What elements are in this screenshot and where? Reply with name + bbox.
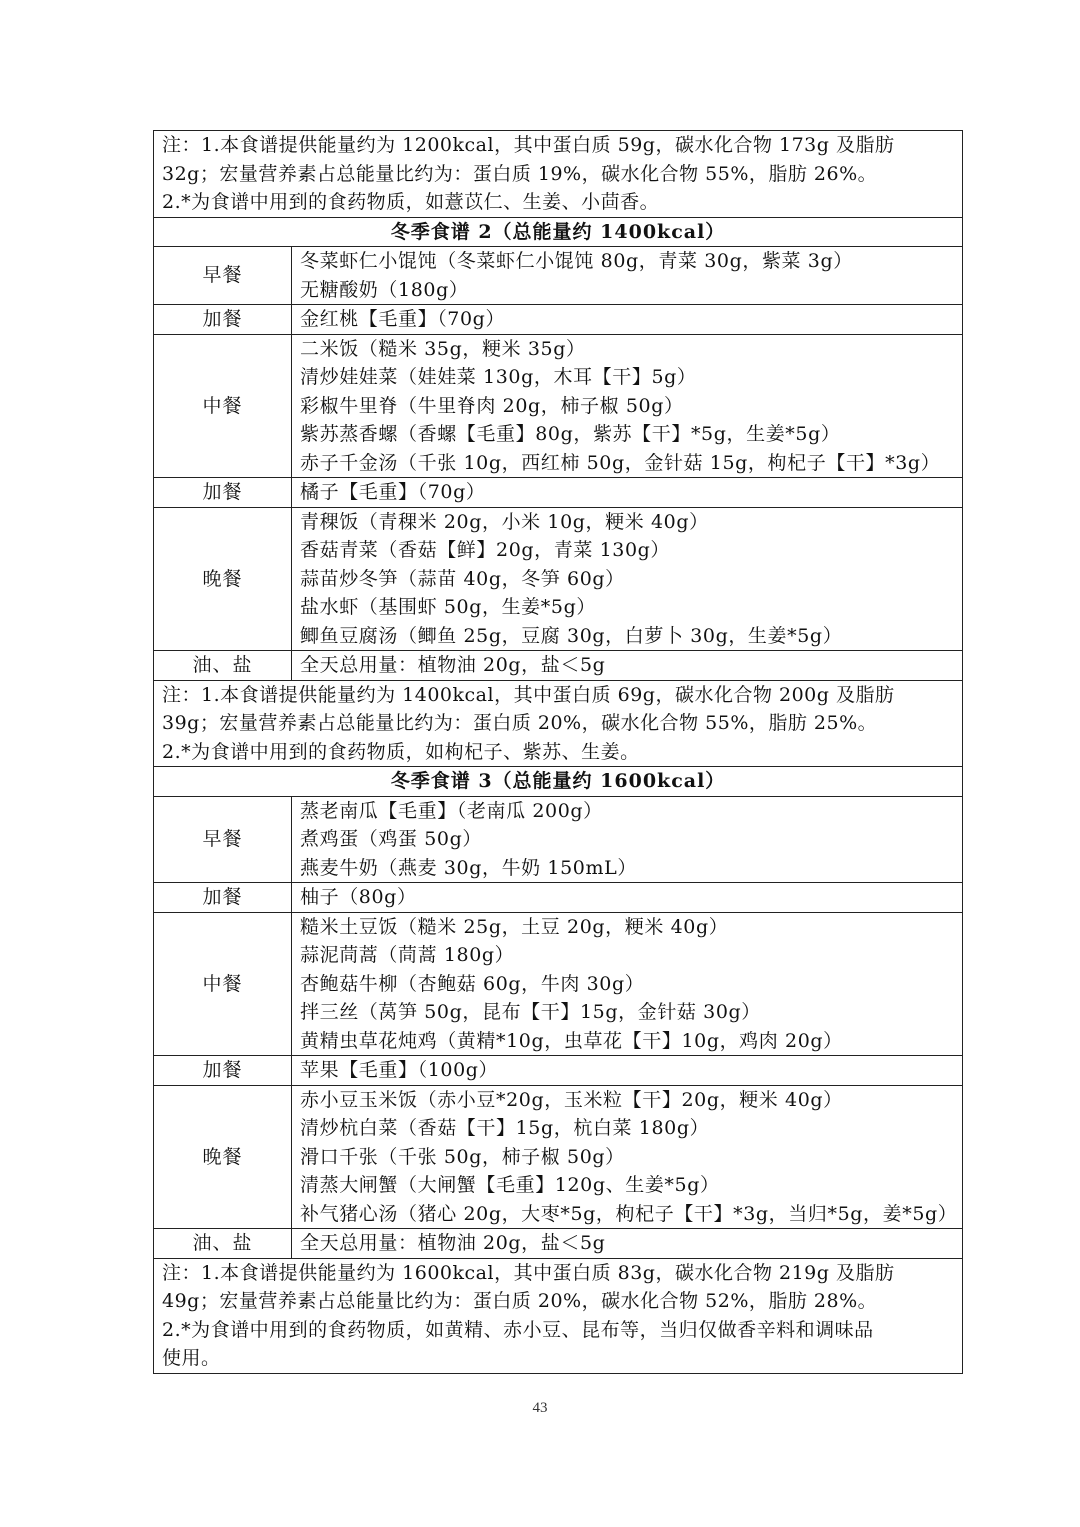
note-row	[154, 1258, 963, 1373]
meal-row	[154, 651, 963, 681]
meal-row	[154, 478, 963, 508]
recipe3-title: 冬季食谱 3（总能量约 1600kcal）	[154, 767, 963, 797]
note-line: 39g；宏量营养素占总能量比约为：蛋白质 20%，碳水化合物 55%，脂肪 25%。	[162, 712, 878, 734]
meal-row	[154, 796, 963, 883]
dish-line: 赤子千金汤（千张 10g，西红柿 50g，金针菇 15g，枸杞子【干】*3g）	[300, 451, 941, 474]
meal-items	[292, 912, 963, 1056]
note-line: 注：1.本食谱提供能量约为 1600kcal，其中蛋白质 83g，碳水化合物 219g 及脂肪	[162, 1261, 895, 1284]
meal-label: 加餐	[154, 478, 292, 508]
dish-line: 煮鸡蛋（鸡蛋 50g）	[300, 828, 482, 850]
dish-line: 无糖酸奶（180g）	[300, 278, 469, 301]
dish-line: 二米饭（糙米 35g，粳米 35g）	[300, 337, 586, 360]
meal-items	[292, 247, 963, 305]
page-number: 43	[532, 1400, 548, 1416]
meal-row	[154, 1229, 963, 1259]
note-line: 使用。	[162, 1347, 221, 1369]
note-line: 注：1.本食谱提供能量约为 1400kcal，其中蛋白质 69g，碳水化合物 200g 及脂肪	[162, 683, 895, 706]
dish-line: 燕麦牛奶（燕麦 30g，牛奶 150mL）	[300, 856, 637, 879]
dish-line: 蒸老南瓜【毛重】（老南瓜 200g）	[300, 799, 603, 822]
recipe1-note	[154, 131, 963, 218]
note-line: 32g；宏量营养素占总能量比约为：蛋白质 19%，碳水化合物 55%，脂肪 26%。	[162, 162, 878, 185]
dish-line: 赤小豆玉米饭（赤小豆*20g，玉米粒【干】20g，粳米 40g）	[300, 1088, 843, 1111]
meal-items	[292, 305, 963, 335]
recipe3-note	[154, 1258, 963, 1373]
dish-line: 香菇青菜（香菇【鲜】20g，青菜 130g）	[300, 539, 671, 561]
dish-line: 橘子【毛重】（70g）	[300, 481, 486, 503]
dish-line: 糙米土豆饭（糙米 25g，土豆 20g，粳米 40g）	[300, 915, 729, 938]
meal-items	[292, 796, 963, 883]
meal-label: 晚餐	[154, 1085, 292, 1229]
dish-line: 柚子（80g）	[300, 886, 417, 908]
note-line: 2.*为食谱中用到的食药物质，如薏苡仁、生姜、小茴香。	[162, 191, 660, 213]
dish-line: 蒜泥茼蒿（茼蒿 180g）	[300, 944, 515, 966]
meal-items	[292, 478, 963, 508]
note-row	[154, 131, 963, 218]
dish-line: 盐水虾（基围虾 50g，生姜*5g）	[300, 596, 596, 618]
dish-line: 清炒杭白菜（香菇【干】15g，杭白菜 180g）	[300, 1117, 710, 1139]
meal-items	[292, 651, 963, 681]
meal-items	[292, 507, 963, 651]
meal-row	[154, 305, 963, 335]
meal-row	[154, 1085, 963, 1229]
meal-label: 早餐	[154, 796, 292, 883]
note-line: 2.*为食谱中用到的食药物质，如枸杞子、紫苏、生姜。	[162, 740, 640, 763]
meal-items	[292, 334, 963, 478]
dish-line: 全天总用量：植物油 20g，盐＜5g	[300, 1232, 606, 1254]
meal-row	[154, 883, 963, 913]
dish-line: 滑口千张（千张 50g，柿子椒 50g）	[300, 1145, 625, 1168]
note-line: 注：1.本食谱提供能量约为 1200kcal，其中蛋白质 59g，碳水化合物 173g 及脂肪	[162, 134, 895, 156]
dish-line: 清蒸大闸蟹（大闸蟹【毛重】120g、生姜*5g）	[300, 1174, 720, 1196]
meal-label: 油、盐	[154, 651, 292, 681]
dish-line: 杏鲍菇牛柳（杏鲍菇 60g，牛肉 30g）	[300, 972, 645, 995]
meal-label: 加餐	[154, 1056, 292, 1086]
dish-line: 拌三丝（莴笋 50g，昆布【干】15g，金针菇 30g）	[300, 1001, 761, 1023]
meal-label: 中餐	[154, 334, 292, 478]
dish-line: 彩椒牛里脊（牛里脊肉 20g，柿子椒 50g）	[300, 394, 684, 417]
meal-label: 油、盐	[154, 1229, 292, 1259]
dish-line: 清炒娃娃菜（娃娃菜 130g，木耳【干】5g）	[300, 366, 697, 388]
dish-line: 金红桃【毛重】（70g）	[300, 308, 506, 330]
dish-line: 青稞饭（青稞米 20g，小米 10g，粳米 40g）	[300, 510, 709, 533]
dish-line: 补气猪心汤（猪心 20g，大枣*5g，枸杞子【干】*3g，当归*5g，姜*5g）	[300, 1202, 958, 1225]
meal-row	[154, 247, 963, 305]
recipe2-title: 冬季食谱 2（总能量约 1400kcal）	[154, 217, 963, 247]
meal-label: 早餐	[154, 247, 292, 305]
meal-row	[154, 1056, 963, 1086]
meal-row	[154, 912, 963, 1056]
dish-line: 全天总用量：植物油 20g，盐＜5g	[300, 654, 606, 676]
dish-line: 黄精虫草花炖鸡（黄精*10g，虫草花【干】10g，鸡肉 20g）	[300, 1029, 843, 1052]
recipe2-note	[154, 680, 963, 767]
recipe-heading-row	[154, 767, 963, 797]
meal-items	[292, 883, 963, 913]
meal-items	[292, 1056, 963, 1086]
recipe-heading-row	[154, 217, 963, 247]
meal-label: 加餐	[154, 305, 292, 335]
note-row	[154, 680, 963, 767]
note-line: 49g；宏量营养素占总能量比约为：蛋白质 20%，碳水化合物 52%，脂肪 28%。	[162, 1290, 878, 1312]
dish-line: 蒜苗炒冬笋（蒜苗 40g，冬笋 60g）	[300, 567, 625, 590]
meal-items	[292, 1229, 963, 1259]
meal-label: 加餐	[154, 883, 292, 913]
dish-line: 紫苏蒸香螺（香螺【毛重】80g，紫苏【干】*5g，生姜*5g）	[300, 423, 841, 445]
dish-line: 苹果【毛重】（100g）	[300, 1059, 499, 1081]
meal-label: 中餐	[154, 912, 292, 1056]
meal-row	[154, 334, 963, 478]
note-line: 2.*为食谱中用到的食药物质，如黄精、赤小豆、昆布等，当归仅做香辛料和调味品	[162, 1318, 874, 1341]
meal-row	[154, 507, 963, 651]
meal-label: 晚餐	[154, 507, 292, 651]
dish-line: 鲫鱼豆腐汤（鲫鱼 25g，豆腐 30g，白萝卜 30g，生姜*5g）	[300, 624, 843, 647]
meal-items	[292, 1085, 963, 1229]
dish-line: 冬菜虾仁小馄饨（冬菜虾仁小馄饨 80g，青菜 30g，紫菜 3g）	[300, 250, 853, 272]
recipe-table	[153, 130, 963, 1374]
